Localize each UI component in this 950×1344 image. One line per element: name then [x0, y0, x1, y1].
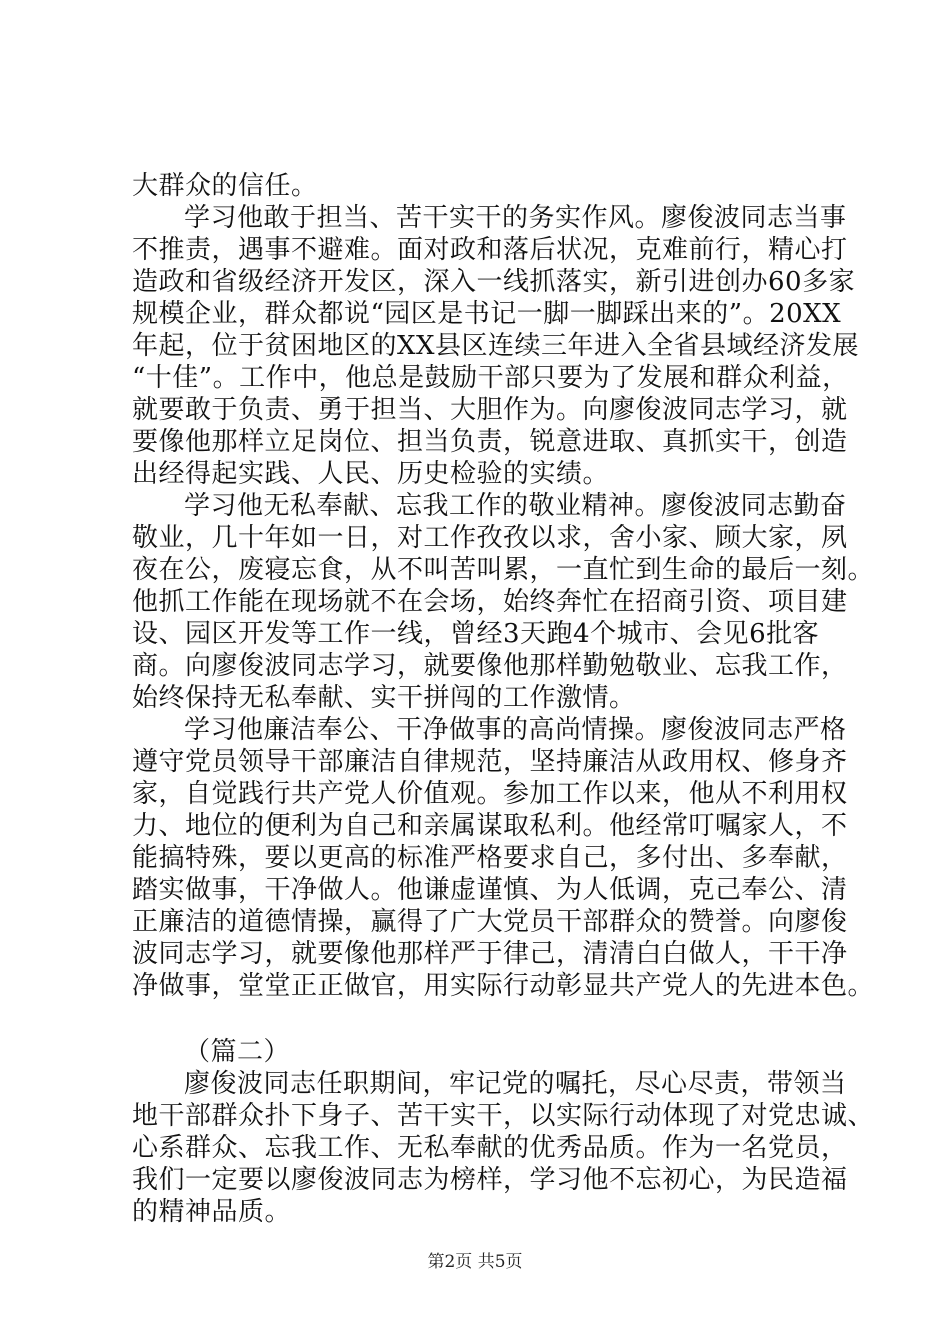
- text-line: 出经得起实践、人民、历史检验的实绩。: [132, 459, 610, 489]
- text-line: 他抓工作能在现场就不在会场，始终奔忙在招商引资、项目建: [132, 587, 848, 617]
- paragraph-first-line: 廖俊波同志任职期间，牢记党的嘱托，尽心尽责，带领当: [184, 1069, 847, 1099]
- text-line: 不推责，遇事不避难。面对政和落后状况，克难前行，精心打: [132, 235, 848, 265]
- text-line: 波同志学习，就要像他那样严于律己，清清白白做人，干干净: [132, 939, 848, 969]
- text-line: 就要敢于负责、勇于担当、大胆作为。向廖俊波同志学习，就: [132, 395, 848, 425]
- text-line: 心系群众、忘我工作、无私奉献的优秀品质。作为一名党员，: [132, 1133, 848, 1163]
- document-body: [132, 170, 875, 1228]
- text-line: 的精神品质。: [132, 1197, 292, 1227]
- text-line: 大群众的信任。: [132, 171, 318, 201]
- page-footer: [0, 1247, 950, 1272]
- text-line: 能搞特殊，要以更高的标准严格要求自己，多付出、多奉献，: [132, 843, 848, 873]
- text-line: 设、园区开发等工作一线，曾经3天跑4个城市、会见6批客: [132, 619, 820, 649]
- section-heading: （篇二）: [184, 1037, 291, 1067]
- paragraph-first-line: 学习他无私奉献、忘我工作的敬业精神。廖俊波同志勤奋: [184, 491, 847, 521]
- text-line: 正廉洁的道德情操，赢得了广大党员干部群众的赞誉。向廖俊: [132, 907, 848, 937]
- text-line: 年起，位于贫困地区的XX县区连续三年进入全省县域经济发展: [132, 331, 860, 361]
- text-line: 我们一定要以廖俊波同志为榜样，学习他不忘初心，为民造福: [132, 1165, 848, 1195]
- text-line: 始终保持无私奉献、实干拼闯的工作激情。: [132, 683, 636, 713]
- text-line: 规模企业，群众都说“园区是书记一脚一脚踩出来的”。20XX: [132, 299, 842, 329]
- text-line: 地干部群众扑下身子、苦干实干，以实际行动体现了对党忠诚、: [132, 1101, 875, 1131]
- text-line: 力、地位的便利为自己和亲属谋取私利。他经常叮嘱家人，不: [132, 811, 848, 841]
- text-line: 遵守党员领导干部廉洁自律规范，坚持廉洁从政用权、修身齐: [132, 747, 848, 777]
- text-line: 要像他那样立足岗位、担当负责，锐意进取、真抓实干，创造: [132, 427, 848, 457]
- text-line: 净做事，堂堂正正做官，用实际行动彰显共产党人的先进本色。: [132, 971, 875, 1001]
- text-line: 敬业，几十年如一日，对工作孜孜以求，舍小家、顾大家，夙: [132, 523, 848, 553]
- text-line: 商。向廖俊波同志学习，就要像他那样勤勉敬业、忘我工作，: [132, 651, 848, 681]
- text-line: 夜在公，废寝忘食，从不叫苦叫累，一直忙到生命的最后一刻。: [132, 555, 875, 585]
- text-line: “十佳”。工作中，他总是鼓励干部只要为了发展和群众利益，: [132, 363, 849, 393]
- paragraph-first-line: 学习他廉洁奉公、干净做事的高尚情操。廖俊波同志严格: [184, 715, 847, 745]
- paragraph-first-line: 学习他敢于担当、苦干实干的务实作风。廖俊波同志当事: [184, 203, 847, 233]
- page-number: 第2页 共5页: [427, 1252, 523, 1272]
- text-line: 造政和省级经济开发区，深入一线抓落实，新引进创办60多家: [132, 267, 856, 297]
- text-line: 家，自觉践行共产党人价值观。参加工作以来，他从不利用权: [132, 779, 848, 809]
- text-line: 踏实做事，干净做人。他谦虚谨慎、为人低调，克己奉公、清: [132, 875, 848, 905]
